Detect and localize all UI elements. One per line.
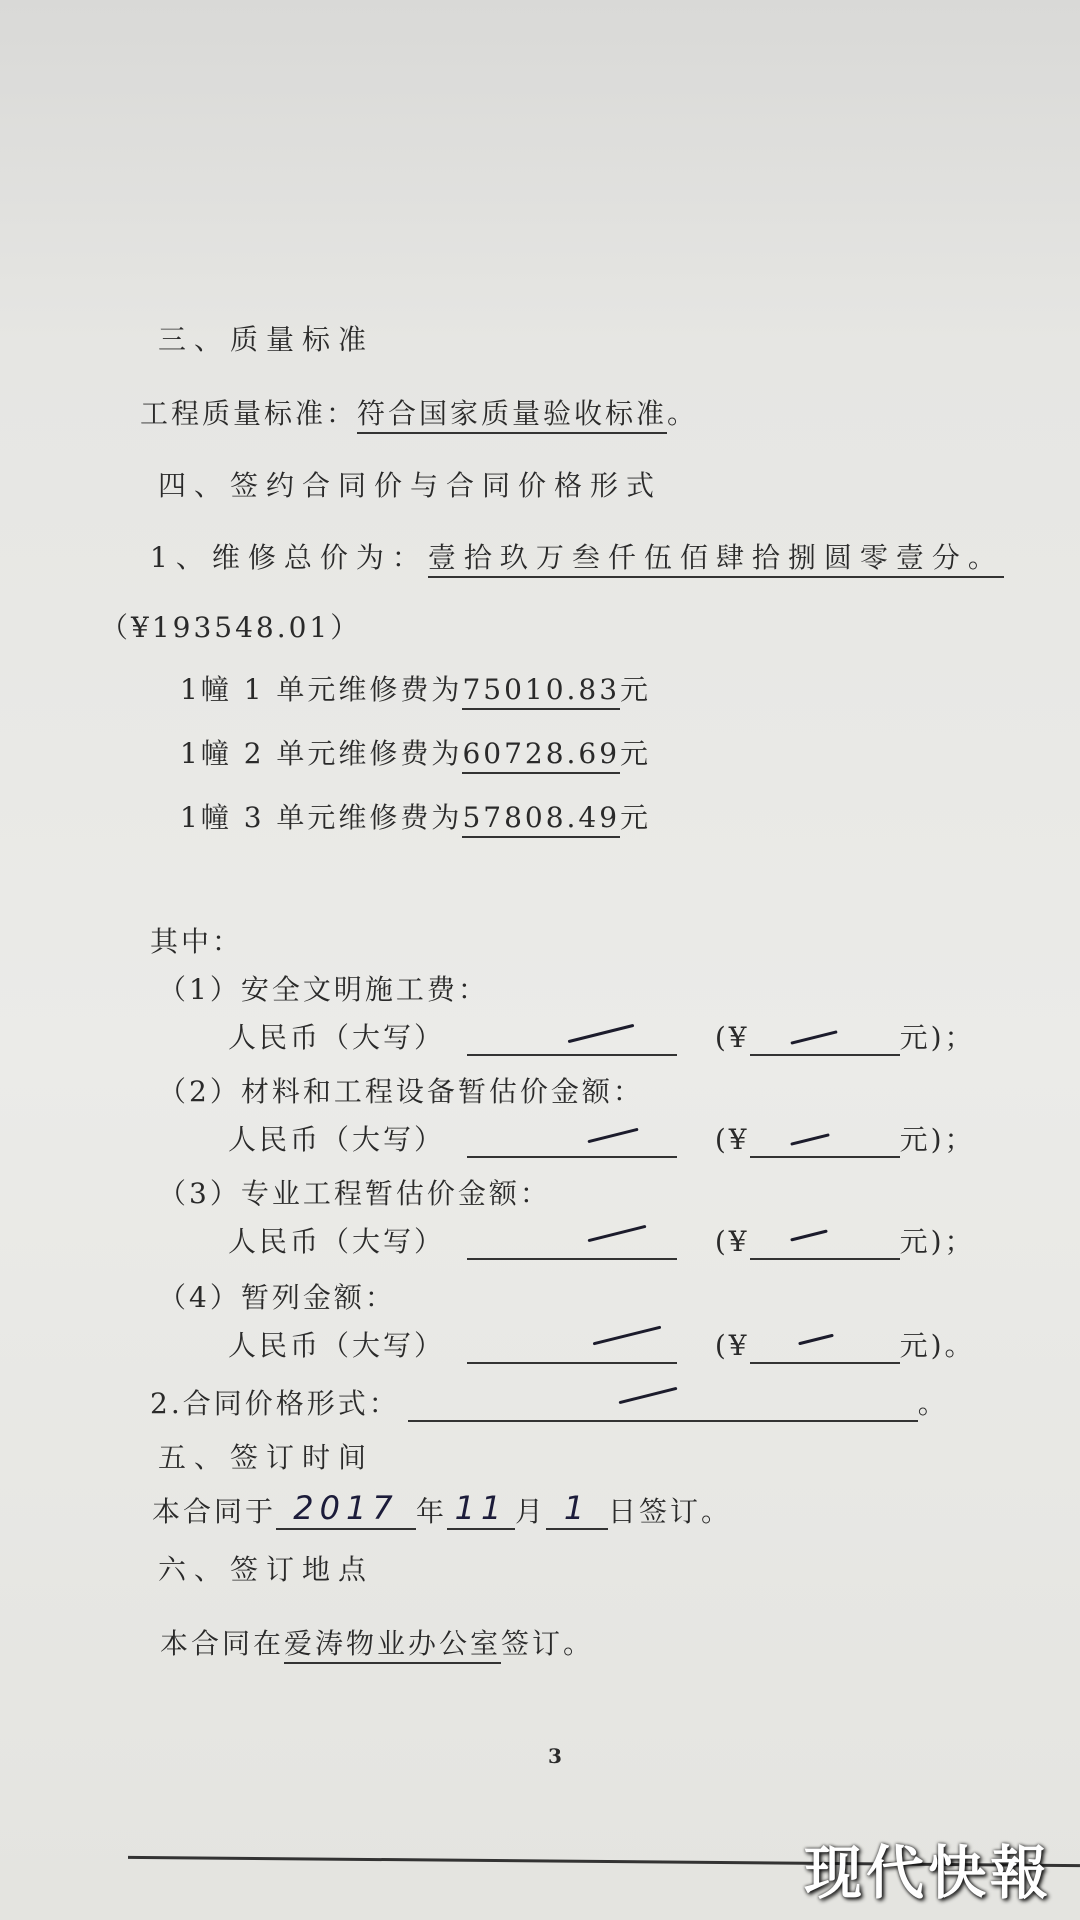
rmb-blank: [467, 1024, 677, 1056]
rmb-blank: [467, 1228, 677, 1260]
price-form-end: 。: [917, 1387, 949, 1420]
unit-fee-line: [180, 736, 651, 772]
yen-blank: [750, 1126, 900, 1158]
unit-fee-value: 57808.49: [462, 801, 620, 838]
total-price-line: [150, 540, 1004, 576]
price-form-line: [150, 1386, 949, 1422]
yen-open: (¥: [714, 1329, 750, 1362]
month-blank: [447, 1489, 515, 1530]
yuan-close: 元)；: [899, 1021, 976, 1054]
unit-fee-value: 60728.69: [462, 737, 620, 774]
rmb-blank: [467, 1332, 677, 1364]
total-price-value: 壹拾玖万叁仟伍佰肆拾捌圆零壹分。: [428, 541, 1004, 578]
cost-item-line: [228, 1020, 976, 1056]
unit-fee-unit: 元: [620, 801, 652, 834]
year-handwritten: 2017: [293, 1489, 399, 1527]
yen-blank: [750, 1228, 900, 1260]
yuan-close: 元)；: [899, 1225, 976, 1258]
price-form-blank: [408, 1390, 918, 1422]
total-price-number: （¥193548.01）: [100, 611, 362, 644]
page-number: 3: [548, 1744, 562, 1768]
month-handwritten: 11: [454, 1489, 508, 1527]
newspaper-watermark: 现代快報: [803, 1839, 1052, 1907]
quality-standard-value: 符合国家质量验收标准: [357, 397, 667, 434]
month-unit: 月: [515, 1495, 547, 1528]
total-price-label: 1、维修总价为：: [150, 541, 428, 574]
cost-item-title: （3）专业工程暂估价金额：: [158, 1177, 551, 1210]
section-6-heading: 六、签订地点: [158, 1553, 375, 1586]
rmb-label: 人民币（大写）: [228, 1329, 446, 1362]
price-form-label: 2.合同价格形式：: [150, 1387, 400, 1420]
yen-open: (¥: [714, 1123, 750, 1156]
section-5-heading: 五、签订时间: [158, 1441, 375, 1474]
unit-fee-line: [180, 672, 651, 708]
rmb-label: 人民币（大写）: [228, 1225, 446, 1258]
cost-item-title: （4）暂列金额：: [158, 1281, 396, 1314]
section-3-heading: 三、质量标准: [158, 323, 375, 356]
cost-item-line: [228, 1224, 976, 1260]
yuan-close: 元)。: [899, 1329, 976, 1362]
yen-open: (¥: [714, 1225, 750, 1258]
day-handwritten: 1: [563, 1489, 591, 1527]
unit-fee-value: 75010.83: [462, 673, 620, 710]
rmb-label: 人民币（大写）: [228, 1021, 446, 1054]
unit-fee-label: 1幢 2 单元维修费为: [180, 737, 463, 770]
yen-open: (¥: [714, 1021, 750, 1054]
year-blank: [276, 1489, 416, 1530]
cost-item-line: [228, 1122, 976, 1158]
yen-blank: [750, 1332, 900, 1364]
among-label: 其中：: [150, 925, 244, 958]
quality-standard-label: 工程质量标准：: [140, 397, 358, 430]
signing-date-prefix: 本合同于: [152, 1495, 277, 1528]
cost-item-title: （2）材料和工程设备暂估价金额：: [158, 1075, 644, 1108]
cost-item-line: [228, 1328, 976, 1364]
cost-item-title: （1）安全文明施工费：: [158, 973, 489, 1006]
day-blank: [546, 1489, 608, 1530]
signing-place-prefix: 本合同在: [160, 1627, 285, 1660]
quality-standard-end: 。: [667, 397, 699, 430]
yuan-close: 元)；: [899, 1123, 976, 1156]
yen-blank: [750, 1024, 900, 1056]
signing-date-line: [152, 1489, 733, 1530]
quality-standard-line: [140, 396, 698, 432]
day-suffix: 日签订。: [608, 1495, 733, 1528]
unit-fee-label: 1幢 3 单元维修费为: [180, 801, 463, 834]
signing-place-suffix: 签订。: [501, 1627, 595, 1660]
signing-place-line: [160, 1626, 594, 1662]
rmb-label: 人民币（大写）: [228, 1123, 446, 1156]
section-4-heading: 四、签约合同价与合同价格形式: [158, 469, 663, 502]
signing-place-value: 爱涛物业办公室: [284, 1627, 501, 1664]
unit-fee-line: [180, 800, 651, 836]
unit-fee-label: 1幢 1 单元维修费为: [180, 673, 463, 706]
rmb-blank: [467, 1126, 677, 1158]
year-unit: 年: [416, 1495, 448, 1528]
unit-fee-unit: 元: [620, 737, 652, 770]
unit-fee-unit: 元: [620, 673, 652, 706]
